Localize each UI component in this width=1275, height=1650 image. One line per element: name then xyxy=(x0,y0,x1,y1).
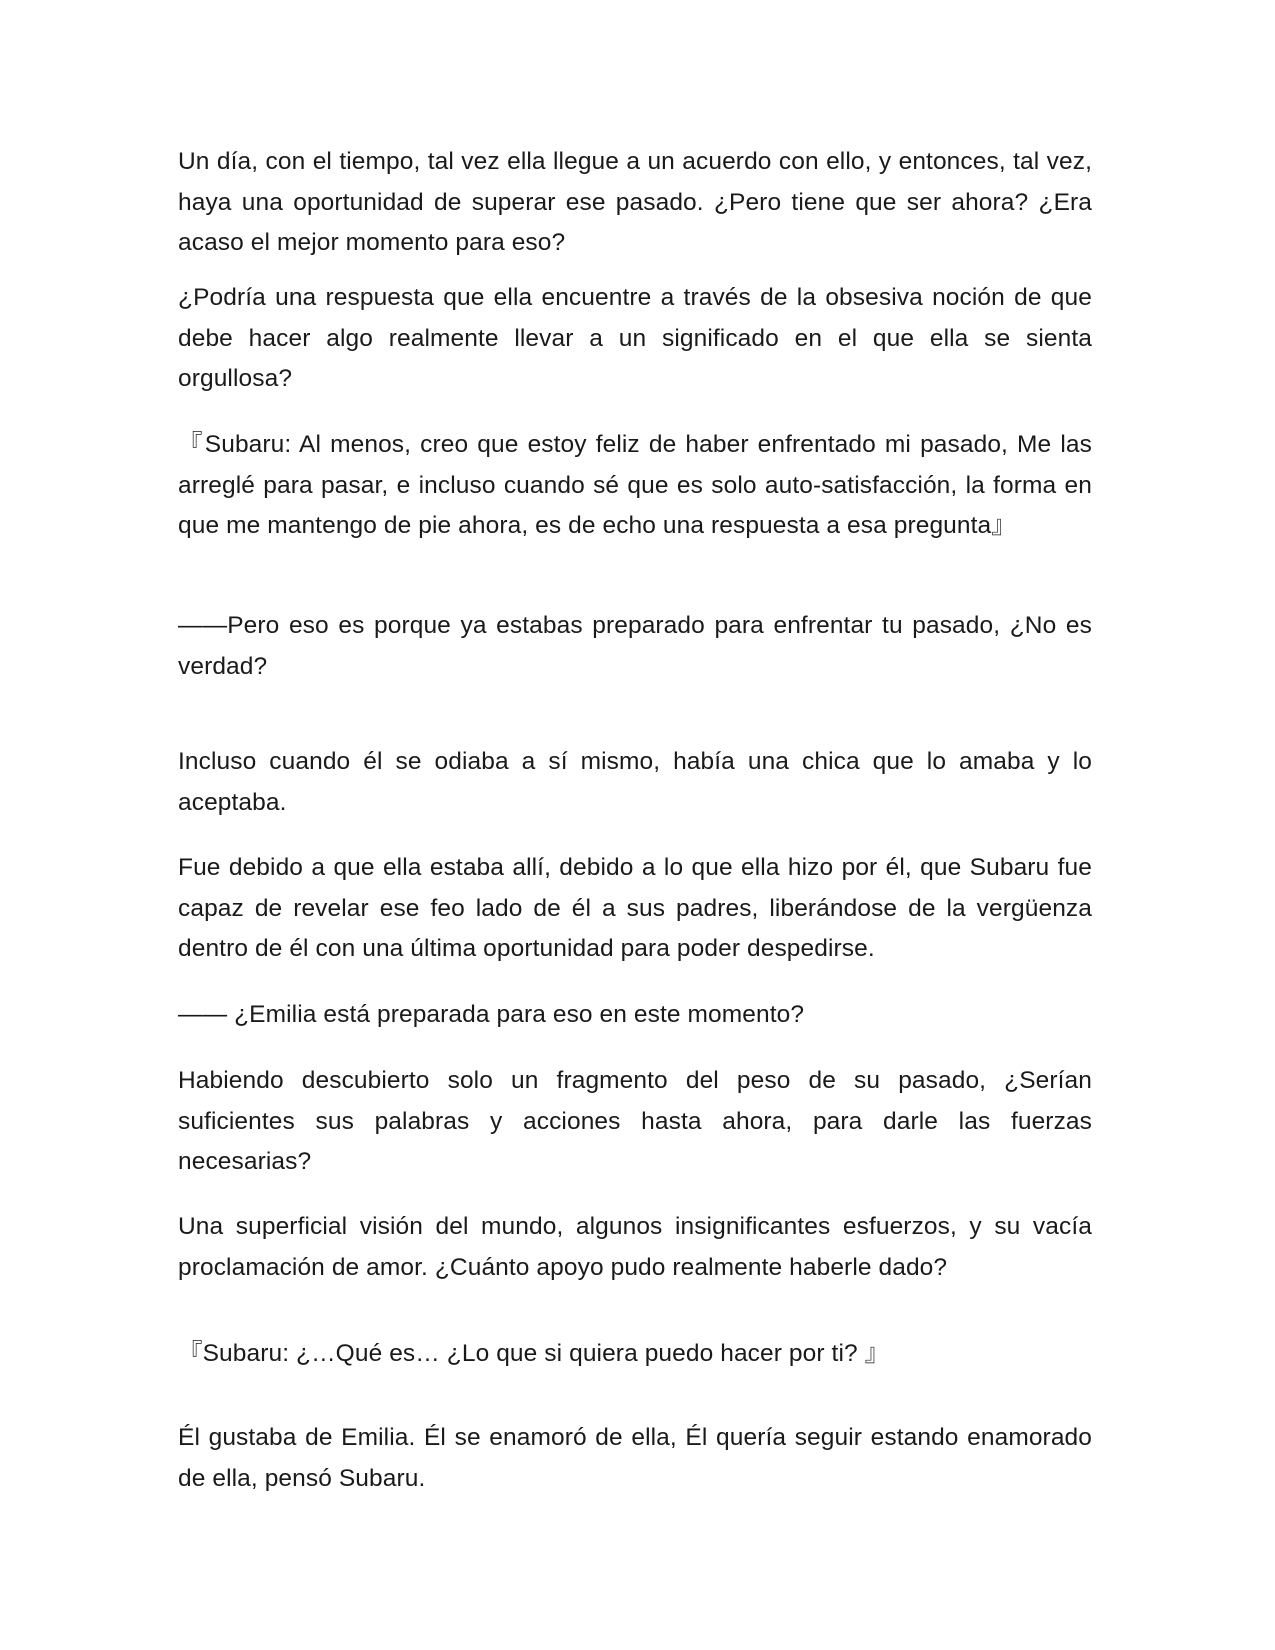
paragraph-6: Fue debido a que ella estaba allí, debido a lo que ella hizo por él, que Subaru fue capaz de revelar ese feo lado de él a sus padres, liberándose de la vergüenza dentro de él con una última oportunidad para poder despedirse. xyxy=(178,854,1092,962)
paragraph-3-dialogue: 『Subaru: Al menos, creo que estoy feliz de haber enfrentado mi pasado, Me las arreglé para pasar, e incluso cuando sé que es solo auto-satisfacción, la forma en que me mantengo de pie ahora, es de echo una respuesta a esa pregunta』 xyxy=(178,431,1092,539)
paragraph-8: Habiendo descubierto solo un fragmento del peso de su pasado, ¿Serían suficientes sus palabras y acciones hasta ahora, para darle las fuerzas necesarias? xyxy=(178,1067,1092,1175)
paragraph-7: —— ¿Emilia está preparada para eso en este momento? xyxy=(178,1001,805,1028)
paragraph-9: Una superficial visión del mundo, algunos insignificantes esfuerzos, y su vacía proclamación de amor. ¿Cuánto apoyo pudo realmente haberle dado? xyxy=(178,1213,1092,1281)
paragraph-10-dialogue: 『Subaru: ¿…Qué es… ¿Lo que si quiera puedo hacer por ti? 』 xyxy=(178,1340,890,1367)
paragraph-2: ¿Podría una respuesta que ella encuentre a través de la obsesiva noción de que debe hacer algo realmente llevar a un significado en el que ella se sienta orgullosa? xyxy=(178,284,1092,392)
paragraph-5: Incluso cuando él se odiaba a sí mismo, había una chica que lo amaba y lo aceptaba. xyxy=(178,748,1092,816)
paragraph-1: Un día, con el tiempo, tal vez ella llegue a un acuerdo con ello, y entonces, tal vez, haya una oportunidad de superar ese pasado. ¿Pero tiene que ser ahora? ¿Era acaso el mejor momento para eso? xyxy=(178,148,1092,256)
paragraph-4: ——Pero eso es porque ya estabas preparado para enfrentar tu pasado, ¿No es verdad? xyxy=(178,612,1092,680)
paragraph-11: Él gustaba de Emilia. Él se enamoró de ella, Él quería seguir estando enamorado de ella, pensó Subaru. xyxy=(178,1424,1092,1492)
